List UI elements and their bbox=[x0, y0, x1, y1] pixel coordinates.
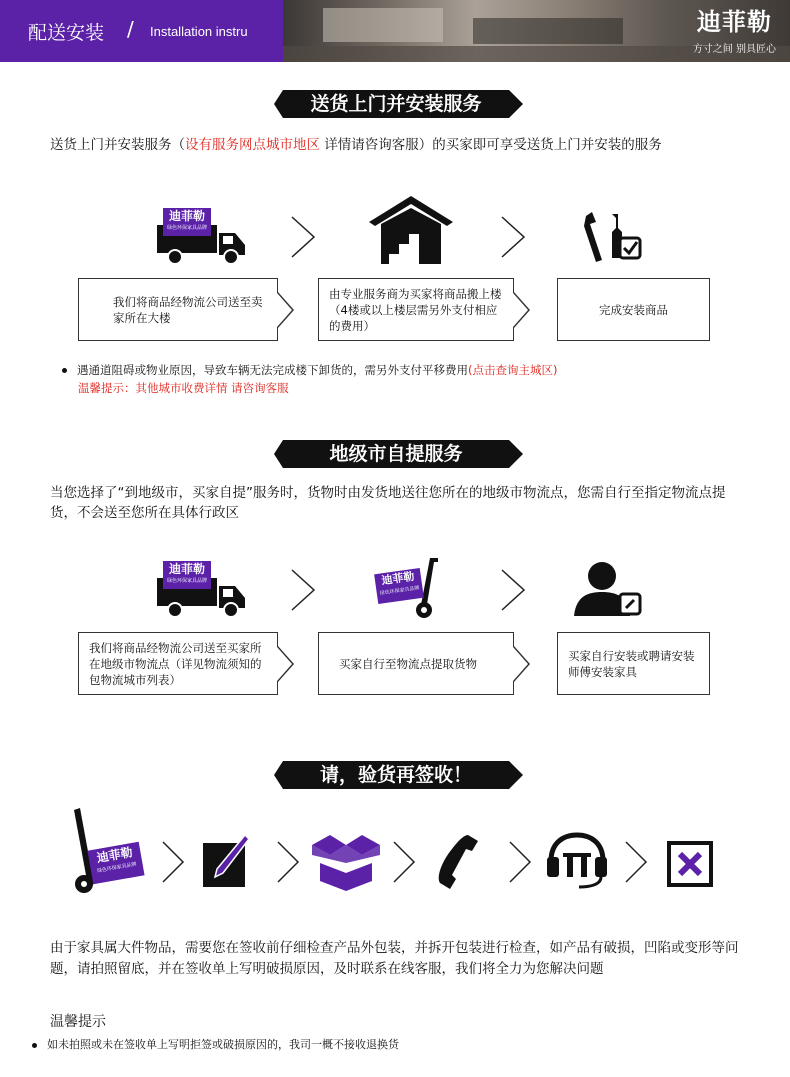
phone-icon bbox=[434, 833, 484, 891]
chevron-right-icon bbox=[161, 840, 185, 888]
section3-tip-title: 温馨提示 bbox=[50, 1014, 106, 1030]
section1-note: 遇通道阻碍或物业原因，导致车辆无法完成楼下卸货的，需另外支付平移费用(点击查询主城区) bbox=[62, 361, 557, 379]
header-photo bbox=[283, 0, 790, 62]
person-wrench-icon bbox=[574, 560, 644, 618]
pen-icon bbox=[201, 833, 249, 889]
box-label: 迪菲勒 绿色环保家具品牌 bbox=[374, 568, 424, 604]
section1-intro: 送货上门并安装服务（设有服务网点城市地区 详情请咨询客服）的买家即可享受送货上门并安装的服务 bbox=[50, 137, 662, 153]
step-box-1: 我们将商品经物流公司送至卖家所在大楼 bbox=[78, 278, 278, 341]
header-subtitle: Installation instru bbox=[150, 24, 248, 39]
brand-tagline: 方寸之间 别具匠心 bbox=[692, 44, 776, 55]
chevron-right-icon bbox=[276, 840, 300, 888]
chevron-right-icon bbox=[500, 215, 526, 263]
main-city-link[interactable]: (点击查询主城区) bbox=[468, 363, 558, 377]
section3-banner: 请，验货再签收！ bbox=[283, 761, 509, 789]
house-stairs-icon bbox=[367, 194, 455, 266]
header-separator: / bbox=[127, 17, 134, 41]
section3-tip-bullet: 如未拍照或未在签收单上写明拒签或破损原因的，我司一概不接收退换货 bbox=[32, 1036, 399, 1054]
x-box-icon bbox=[666, 840, 714, 888]
step-box-3: 完成安装商品 bbox=[557, 278, 710, 341]
chevron-right-icon bbox=[290, 215, 316, 263]
header-bar bbox=[0, 0, 790, 62]
chevron-right-icon bbox=[290, 568, 316, 616]
chevron-right-icon bbox=[624, 840, 648, 888]
headset-icon bbox=[545, 831, 609, 891]
chevron-right-icon bbox=[392, 840, 416, 888]
section3-body: 由于家具属大件物品，需要您在签收前仔细检查产品外包装，并拆开包装进行检查，如产品有破损，凹陷或变形等问题，请拍照留底，并在签收单上写明破损原因，及时联系在线客服，我们将全力为您解决问题 bbox=[50, 940, 739, 977]
section2-banner: 地级市自提服务 bbox=[283, 440, 509, 468]
truck-label: 迪菲勒 绿色环保家具品牌 bbox=[163, 561, 211, 589]
section1-banner: 送货上门并安装服务 bbox=[283, 90, 509, 118]
section1-warm-tip: 温馨提示：其他城市收费详情 请咨询客服 bbox=[78, 381, 289, 395]
box-label: 迪菲勒 绿色环保家具品牌 bbox=[87, 842, 144, 885]
brand-logo bbox=[693, 8, 776, 55]
open-box-icon bbox=[310, 833, 382, 893]
truck-label: 迪菲勒 绿色环保家具品牌 bbox=[163, 208, 211, 236]
brand-logo-text: 迪菲勒 bbox=[696, 8, 772, 36]
step-box-4: 我们将商品经物流公司送至买家所在地级市物流点（详见物流须知的包物流城市列表） bbox=[78, 632, 278, 695]
tools-icon bbox=[582, 212, 644, 264]
step-box-6: 买家自行安装或聘请安装师傅安装家具 bbox=[557, 632, 710, 695]
step-box-5: 买家自行至物流点提取货物 bbox=[318, 632, 514, 695]
chevron-right-icon bbox=[508, 840, 532, 888]
chevron-right-icon bbox=[500, 568, 526, 616]
step-box-2: 由专业服务商为买家将商品搬上楼（4楼或以上楼层需另外支付相应的费用） bbox=[318, 278, 514, 341]
header-title: 配送安装 bbox=[28, 22, 105, 44]
section2-intro: 当您选择了“到地级市，买家自提”服务时，货物时由发货地送往您所在的地级市物流点，您需自行至指定物流点提货，不会送至您所在具体行政区 bbox=[50, 485, 726, 521]
